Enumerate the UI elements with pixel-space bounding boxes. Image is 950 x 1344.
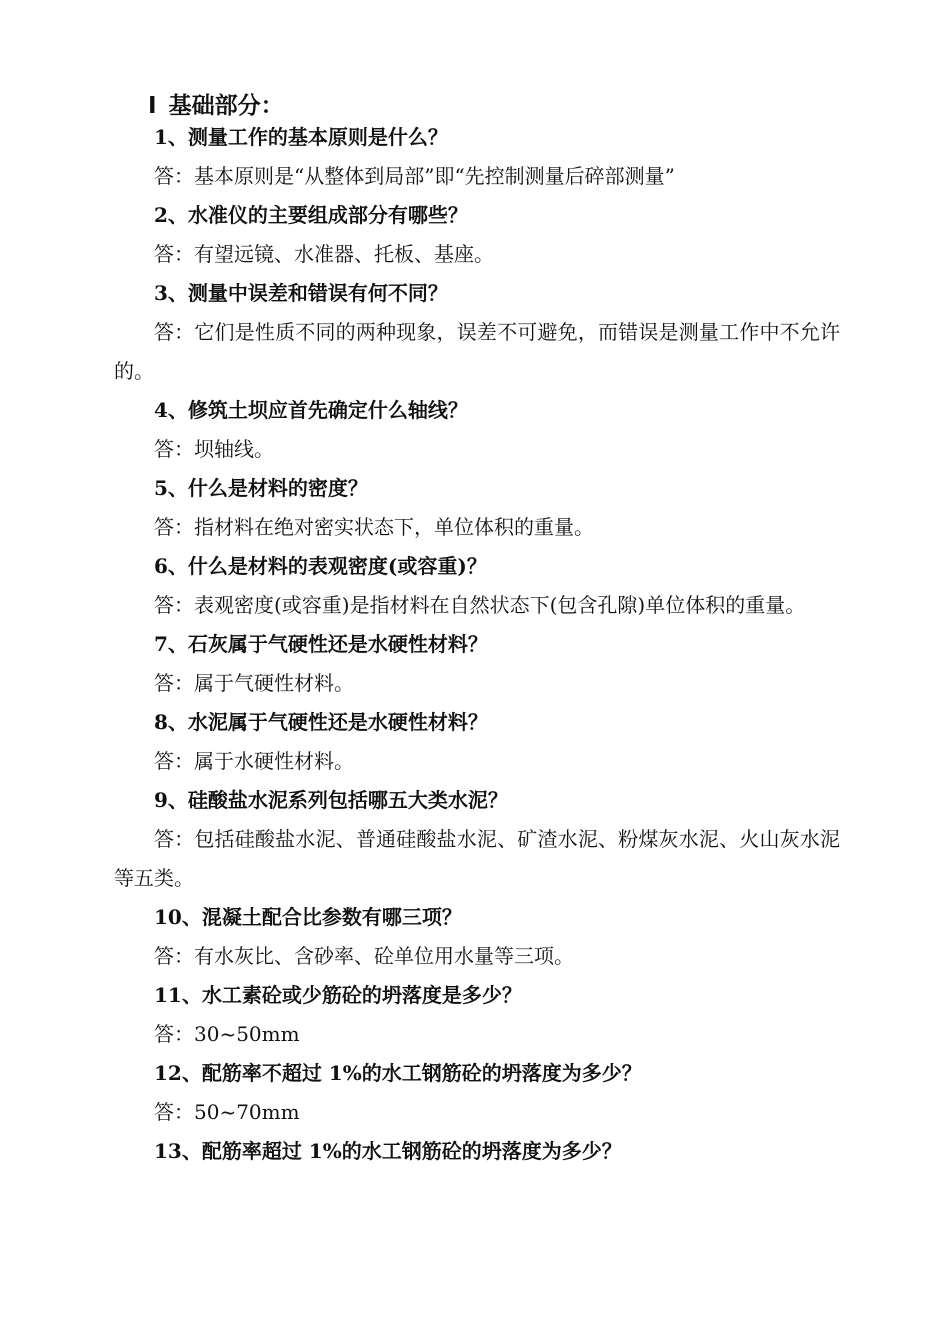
answer-2: 答：有望远镜、水准器、托板、基座。 (154, 242, 494, 266)
question-13: 13、配筋率超过 1%的水工钢筋砼的坍落度为多少？ (154, 1139, 622, 1163)
question-7: 7、石灰属于气硬性还是水硬性材料？ (154, 632, 488, 656)
qa-list (114, 118, 840, 1171)
answer-9: 答：包括硅酸盐水泥、普通硅酸盐水泥、矿渣水泥、粉煤灰水泥、火山灰水泥等五类。 (114, 827, 840, 890)
answer-4: 答：坝轴线。 (154, 437, 274, 461)
question-1: 1、测量工作的基本原则是什么？ (154, 125, 448, 149)
question-5: 5、什么是材料的密度？ (154, 476, 368, 500)
question-11: 11、水工素砼或少筋砼的坍落度是多少？ (154, 983, 522, 1007)
question-4: 4、修筑土坝应首先确定什么轴线？ (154, 398, 468, 422)
question-10: 10、混凝土配合比参数有哪三项？ (154, 905, 462, 929)
section-title-text: 基础部分： (168, 93, 284, 119)
answer-5: 答：指材料在绝对密实状态下，单位体积的重量。 (154, 515, 594, 539)
question-3: 3、测量中误差和错误有何不同？ (154, 281, 448, 305)
question-2: 2、水准仪的主要组成部分有哪些？ (154, 203, 468, 227)
answer-6: 答：表观密度(或容重)是指材料在自然状态下(包含孔隙)单位体积的重量。 (154, 593, 806, 617)
answer-3: 答：它们是性质不同的两种现象，误差不可避免，而错误是测量工作中不允许的。 (114, 320, 840, 383)
answer-8: 答：属于水硬性材料。 (154, 749, 354, 773)
answer-1: 答：基本原则是“从整体到局部”即“先控制测量后碎部测量” (154, 164, 675, 188)
section-marker: Ⅰ (148, 93, 157, 119)
answer-12: 答：50~70mm (154, 1100, 300, 1124)
question-8: 8、水泥属于气硬性还是水硬性材料？ (154, 710, 488, 734)
answer-7: 答：属于气硬性材料。 (154, 671, 354, 695)
question-12: 12、配筋率不超过 1%的水工钢筋砼的坍落度为多少？ (154, 1061, 642, 1085)
answer-11: 答：30~50mm (154, 1022, 300, 1046)
answer-10: 答：有水灰比、含砂率、砼单位用水量等三项。 (154, 944, 574, 968)
question-6: 6、什么是材料的表观密度(或容重)？ (154, 554, 487, 578)
question-9: 9、硅酸盐水泥系列包括哪五大类水泥？ (154, 788, 508, 812)
